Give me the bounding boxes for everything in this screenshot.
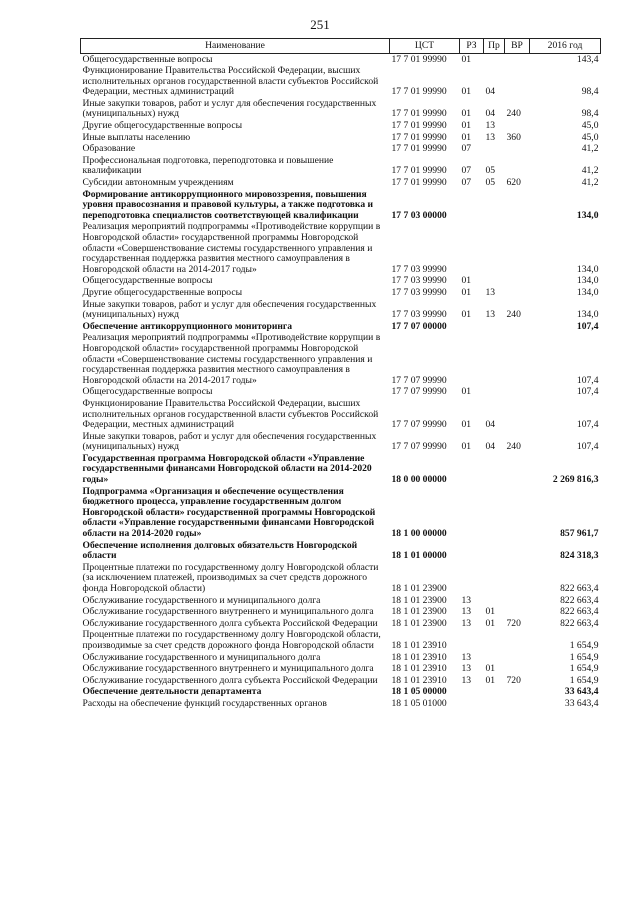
cell-name: Государственная программа Новгородской области «Управление государственными финансами Новгородской области на 2014-2020 годы» (82, 452, 372, 486)
cell-name: Иные выплаты населению (82, 131, 191, 143)
table-row (81, 540, 601, 562)
cell-vr (505, 321, 530, 333)
cell-rz (460, 453, 484, 486)
header-vr: ВР (505, 39, 530, 54)
cell-vr (505, 189, 530, 222)
table-row (81, 155, 601, 177)
cell-name: Формирование антикоррупционного мировоззрения, повышения уровня правосознания и правовой культуры, а также подготовка и переподготовка специалистов соответствующей квалификации (82, 188, 374, 221)
table-header (81, 39, 601, 54)
cell-pr (484, 687, 505, 699)
cell-name: Иные закупки товаров, работ и услуг для обеспечения государственных (муниципальных) нужд (82, 97, 377, 120)
cell-cst: 18 1 01 00000 (391, 550, 447, 562)
cell-name: Обслуживание государственного долга субъекта Российской Федерации (82, 617, 378, 629)
cell-sum: 143,4 (576, 53, 599, 65)
cell-vr (505, 486, 530, 540)
cell-name: Функционирование Правительства Российской Федерации, высших исполнительных органов государственной власти субъектов Российской Федерации, местных администраций (82, 65, 379, 98)
cell-rz: 13 (461, 651, 472, 663)
cell-pr (484, 630, 505, 652)
cell-pr: 04 (485, 108, 496, 120)
cell-name: Расходы на обеспечение функций государственных органов (82, 697, 327, 709)
cell-vr (505, 333, 530, 387)
cell-name: Обслуживание государственного и муниципального долга (82, 594, 321, 606)
cell-cst: 17 7 03 99990 (391, 286, 447, 298)
budget-table (80, 38, 601, 710)
cell-sum: 2 269 816,3 (552, 474, 599, 486)
cell-vr (505, 222, 530, 276)
cell-sum: 134,0 (576, 309, 599, 321)
cell-pr (484, 652, 505, 664)
table-row (81, 687, 601, 699)
cell-name: Общегосударственные вопросы (82, 53, 213, 65)
header-cst: ЦСТ (390, 39, 460, 54)
cell-name: Субсидии автономным учреждениям (82, 177, 234, 189)
table-row (81, 321, 601, 333)
cell-cst: 17 7 03 99990 (391, 275, 447, 287)
cell-pr (484, 387, 505, 399)
cell-sum: 98,4 (581, 108, 599, 120)
cell-pr: 05 (485, 165, 496, 177)
cell-rz (460, 630, 484, 652)
cell-rz (460, 698, 484, 710)
cell-cst: 17 7 07 00000 (391, 320, 447, 332)
cell-pr: 01 (485, 663, 496, 675)
cell-pr: 01 (485, 606, 496, 618)
cell-sum: 1 654,9 (569, 639, 599, 651)
cell-rz: 07 (461, 165, 472, 177)
cell-cst: 18 1 01 23910 (391, 663, 447, 675)
cell-sum: 41,2 (581, 143, 599, 155)
cell-rz (460, 562, 484, 595)
cell-vr (505, 387, 530, 399)
table-row (81, 387, 601, 399)
table-row (81, 121, 601, 133)
cell-name: Обеспечение исполнения долговых обязательств Новгородской области (82, 539, 358, 562)
cell-sum: 107,4 (576, 419, 599, 431)
cell-rz: 07 (461, 143, 472, 155)
cell-rz: 13 (461, 606, 472, 618)
cell-sum: 824 318,3 (560, 550, 599, 562)
cell-pr (484, 222, 505, 276)
table-row (81, 144, 601, 156)
cell-rz: 01 (461, 386, 472, 398)
cell-name: Обслуживание государственного внутреннего и муниципального долга (82, 663, 374, 675)
table-row (81, 222, 601, 276)
table-row (81, 54, 601, 66)
cell-name: Обслуживание государственного и муниципального долга (82, 651, 321, 663)
cell-pr: 01 (485, 617, 496, 629)
cell-rz: 13 (461, 594, 472, 606)
cell-name: Общегосударственные вопросы (82, 386, 213, 398)
cell-name: Процентные платежи по государственному долгу Новгородской области (за исключением платежей, производимых за счет средств дорожного фонда Новгородской области) (82, 561, 379, 594)
cell-sum: 45,0 (581, 131, 599, 143)
cell-sum: 107,4 (576, 386, 599, 398)
cell-sum: 107,4 (576, 441, 599, 453)
cell-cst: 18 0 00 00000 (391, 474, 447, 486)
cell-cst: 17 7 01 99990 (391, 177, 447, 189)
cell-cst: 18 1 01 23900 (391, 583, 447, 594)
table-row (81, 431, 601, 453)
table-row (81, 98, 601, 120)
cell-name: Обслуживание государственного долга субъекта Российской Федерации (82, 674, 378, 686)
header-rz: РЗ (460, 39, 484, 54)
cell-vr (505, 66, 530, 99)
cell-cst: 18 1 01 23900 (391, 617, 447, 629)
table-row (81, 398, 601, 431)
cell-sum: 1 654,9 (569, 674, 599, 686)
header-year: 2016 год (530, 39, 601, 54)
cell-sum: 134,0 (576, 263, 599, 275)
cell-name: Обеспечение антикоррупционного мониторинга (82, 320, 293, 332)
cell-cst: 17 7 07 99990 (391, 386, 447, 398)
cell-pr: 13 (485, 131, 496, 143)
cell-cst: 18 1 05 00000 (391, 686, 447, 698)
cell-name: Образование (82, 143, 136, 155)
cell-vr (505, 698, 530, 710)
cell-pr (484, 54, 505, 66)
cell-pr: 04 (485, 441, 496, 453)
table-row (81, 652, 601, 664)
page-number: 251 (310, 17, 330, 32)
cell-cst: 17 7 07 99990 (391, 419, 447, 431)
table-row (81, 562, 601, 595)
cell-cst: 17 7 03 00000 (391, 209, 447, 221)
cell-pr (484, 595, 505, 607)
cell-sum: 1 654,9 (569, 663, 599, 675)
cell-vr (505, 607, 530, 619)
cell-rz: 01 (461, 309, 472, 321)
cell-pr (484, 333, 505, 387)
cell-rz: 01 (461, 131, 472, 143)
cell-pr: 13 (485, 309, 496, 321)
cell-vr (505, 562, 530, 595)
table-row (81, 618, 601, 630)
cell-name: Реализация мероприятий подпрограммы «Противодействие коррупции в Новгородской области» государственной программы Новгородской области «Совершенствование системы государственного управления и государственная поддержка развития местного самоуправления в Новгородской области на 2014-2017 годы» (82, 332, 381, 386)
cell-pr (484, 562, 505, 595)
cell-rz: 07 (461, 177, 472, 189)
cell-sum: 134,0 (576, 275, 599, 287)
cell-rz: 13 (461, 617, 472, 629)
cell-sum: 98,4 (581, 86, 599, 98)
table-body (81, 54, 601, 711)
table-row (81, 287, 601, 299)
cell-pr (484, 540, 505, 562)
cell-name: Функционирование Правительства Российской Федерации, высших исполнительных органов государственной власти субъектов Российской Федерации, местных администраций (82, 397, 379, 431)
cell-pr: 04 (485, 86, 496, 98)
cell-rz (460, 333, 484, 387)
table-row (81, 486, 601, 540)
table-row (81, 698, 601, 710)
table-row (81, 333, 601, 387)
cell-cst: 18 1 01 23910 (391, 639, 447, 651)
table-row (81, 630, 601, 652)
table-row (81, 178, 601, 190)
cell-name: Профессиональная подготовка, переподготовка и повышение квалификации (82, 154, 334, 177)
cell-cst: 17 7 01 99990 (391, 131, 447, 143)
cell-name: Реализация мероприятий подпрограммы «Противодействие коррупции в Новгородской области» государственной программы Новгородской области «Совершенствование системы государственного управления и государственная поддержка развития местного самоуправления в Новгородской области на 2014-2017 годы» (82, 221, 381, 275)
cell-sum: 134,0 (576, 286, 599, 298)
cell-rz: 13 (461, 663, 472, 675)
cell-cst: 17 7 01 99990 (391, 143, 447, 155)
cell-sum: 107,4 (576, 320, 599, 332)
cell-cst: 18 1 01 23910 (391, 651, 447, 663)
table-row (81, 607, 601, 619)
table-row (81, 189, 601, 222)
cell-name: Другие общегосударственные вопросы (82, 120, 243, 132)
cell-pr: 13 (485, 286, 496, 298)
table-row (81, 66, 601, 99)
cell-cst: 17 7 01 99990 (391, 86, 447, 98)
cell-sum: 822 663,4 (560, 583, 599, 594)
cell-sum: 822 663,4 (560, 594, 599, 606)
cell-cst: 17 7 01 99990 (391, 165, 447, 177)
cell-name: Иные закупки товаров, работ и услуг для обеспечения государственных (муниципальных) нужд (82, 298, 377, 321)
cell-pr (484, 189, 505, 222)
cell-pr (484, 276, 505, 288)
cell-cst: 18 1 01 23910 (391, 674, 447, 686)
cell-vr: 240 (506, 441, 521, 453)
cell-rz: 01 (461, 53, 472, 65)
table-row (81, 276, 601, 288)
cell-vr (505, 398, 530, 431)
cell-vr: 620 (506, 177, 521, 189)
cell-pr (484, 698, 505, 710)
cell-name: Обслуживание государственного внутреннего и муниципального долга (82, 606, 374, 618)
cell-cst: 18 1 05 01000 (391, 697, 447, 709)
cell-cst: 17 7 01 99990 (391, 108, 447, 120)
cell-rz (460, 189, 484, 222)
cell-rz (460, 540, 484, 562)
cell-cst: 17 7 01 99990 (391, 120, 447, 132)
cell-cst: 17 7 03 99990 (391, 309, 447, 321)
cell-vr (505, 287, 530, 299)
table-row (81, 675, 601, 687)
cell-name: Другие общегосударственные вопросы (82, 286, 243, 298)
cell-rz: 01 (461, 120, 472, 132)
table-row (81, 595, 601, 607)
table-row (81, 664, 601, 676)
cell-vr (505, 595, 530, 607)
cell-cst: 18 1 01 23900 (391, 606, 447, 618)
cell-rz: 01 (461, 108, 472, 120)
cell-pr: 13 (485, 120, 496, 132)
cell-vr (505, 276, 530, 288)
cell-vr: 240 (506, 309, 521, 321)
table-row (81, 299, 601, 321)
cell-pr (484, 453, 505, 486)
cell-sum: 1 654,9 (569, 651, 599, 663)
cell-vr (505, 453, 530, 486)
cell-name: Подпрограмма «Организация и обеспечение осуществления бюджетного процесса, управление государственным долгом Новгородской области» государственной программы Новгородской области «Управление государственными финансами Новгородской области на 2014-2020 годы» (82, 485, 376, 540)
cell-sum: 822 663,4 (560, 606, 599, 618)
cell-sum: 33 643,4 (564, 686, 599, 698)
cell-sum: 41,2 (581, 165, 599, 177)
header-name: Наименование (81, 39, 390, 54)
cell-vr: 240 (506, 108, 521, 120)
cell-sum: 857 961,7 (560, 528, 599, 540)
cell-rz (460, 222, 484, 276)
table-row (81, 453, 601, 486)
cell-pr (484, 321, 505, 333)
cell-vr (505, 155, 530, 177)
cell-vr (505, 144, 530, 156)
cell-pr: 01 (485, 674, 496, 686)
cell-rz: 01 (461, 419, 472, 431)
cell-name: Иные закупки товаров, работ и услуг для обеспечения государственных (муниципальных) нужд (82, 430, 377, 453)
cell-sum: 45,0 (581, 120, 599, 132)
cell-rz (460, 321, 484, 333)
cell-cst: 18 1 00 00000 (391, 528, 447, 540)
cell-cst: 17 7 07 99990 (391, 374, 447, 386)
cell-cst: 18 1 01 23900 (391, 594, 447, 606)
cell-vr (505, 687, 530, 699)
cell-rz: 01 (461, 275, 472, 287)
cell-vr (505, 652, 530, 664)
cell-pr (484, 486, 505, 540)
cell-vr: 720 (506, 617, 521, 629)
cell-vr (505, 54, 530, 66)
cell-rz: 01 (461, 286, 472, 298)
cell-vr (505, 664, 530, 676)
cell-sum: 134,0 (576, 209, 599, 221)
cell-sum: 107,4 (576, 374, 599, 386)
cell-cst: 17 7 01 99990 (391, 53, 447, 65)
cell-vr (505, 630, 530, 652)
cell-rz: 01 (461, 441, 472, 453)
cell-sum: 822 663,4 (560, 617, 599, 629)
cell-cst: 17 7 07 99990 (391, 441, 447, 453)
cell-rz: 01 (461, 86, 472, 98)
cell-pr (484, 144, 505, 156)
cell-rz (460, 687, 484, 699)
cell-rz (460, 486, 484, 540)
cell-sum: 41,2 (581, 177, 599, 189)
cell-name: Обеспечение деятельности департамента (82, 686, 262, 698)
cell-name: Общегосударственные вопросы (82, 275, 213, 287)
cell-cst: 17 7 03 99990 (391, 263, 447, 275)
cell-rz: 13 (461, 674, 472, 686)
cell-vr: 720 (506, 674, 521, 686)
cell-pr: 05 (485, 177, 496, 189)
cell-sum: 33 643,4 (564, 697, 599, 709)
cell-vr: 360 (506, 131, 521, 143)
table-row (81, 132, 601, 144)
header-pr: Пр (484, 39, 505, 54)
cell-vr (505, 540, 530, 562)
cell-pr: 04 (485, 419, 496, 431)
cell-name: Процентные платежи по государственному долгу Новгородской области, производимые за счет средств дорожного фонда Новгородской области (82, 629, 381, 651)
cell-vr (505, 121, 530, 133)
